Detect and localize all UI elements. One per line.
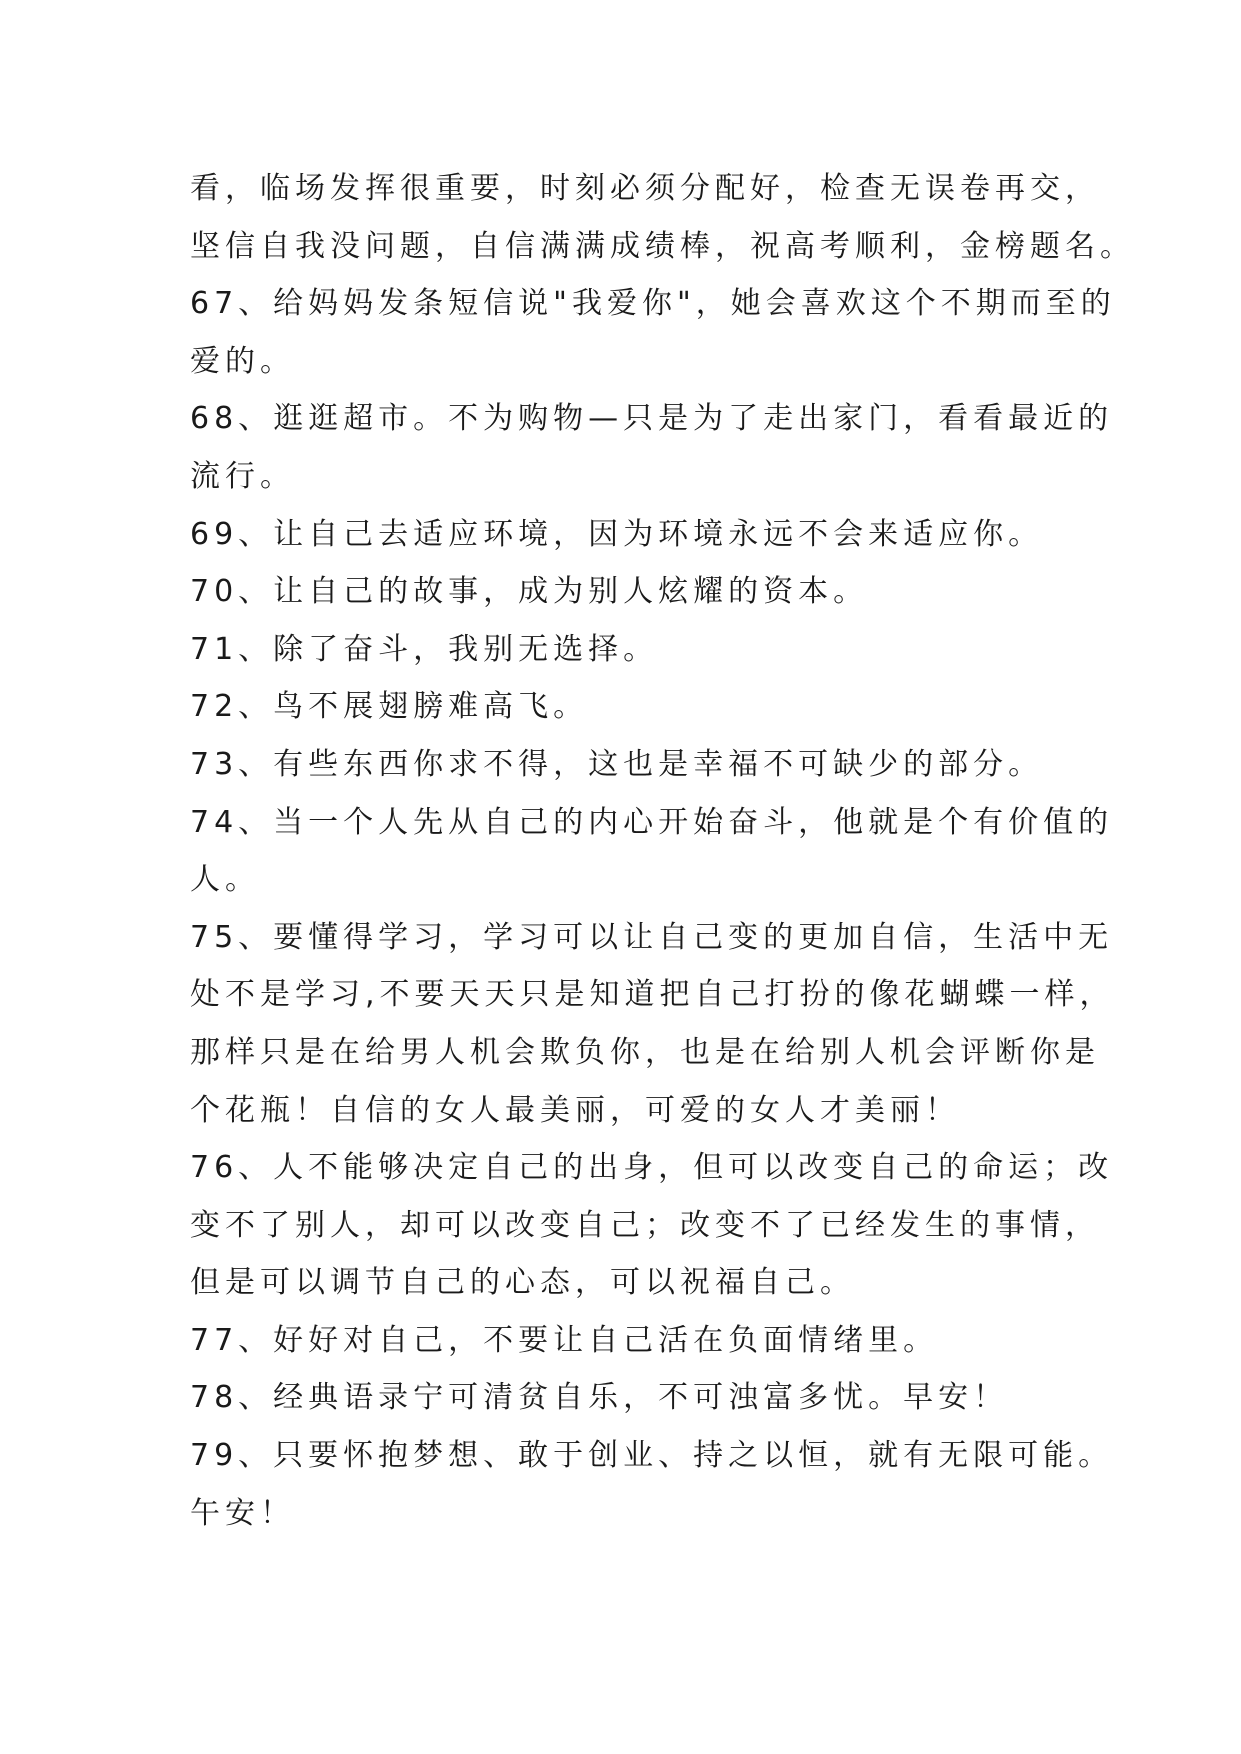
text-line: 67、给妈妈发条短信说"我爱你"，她会喜欢这个不期而至的 — [190, 286, 1116, 322]
text-line: 但是可以调节自己的心态，可以祝福自己。 — [190, 1265, 855, 1301]
text-line: 处不是学习,不要天天只是知道把自己打扮的像花蝴蝶一样， — [190, 977, 1115, 1013]
text-line: 76、人不能够决定自己的出身，但可以改变自己的命运；改 — [190, 1150, 1114, 1186]
text-line: 72、鸟不展翅膀难高飞。 — [190, 689, 589, 725]
text-line: 79、只要怀抱梦想、敢于创业、持之以恒，就有无限可能。 — [190, 1438, 1114, 1474]
text-line: 71、除了奋斗，我别无选择。 — [190, 631, 659, 667]
text-line: 爱的。 — [190, 343, 295, 379]
document-text — [190, 160, 1135, 1542]
text-line: 68、逛逛超市。不为购物—只是为了走出家门，看看最近的 — [190, 401, 1114, 437]
text-line: 74、当一个人先从自己的内心开始奋斗，他就是个有价值的 — [190, 804, 1114, 840]
text-line: 75、要懂得学习，学习可以让自己变的更加自信，生活中无 — [190, 919, 1114, 955]
text-line: 人。 — [190, 862, 260, 898]
text-line: 流行。 — [190, 458, 295, 494]
text-line: 那样只是在给男人机会欺负你，也是在给别人机会评断你是 — [190, 1034, 1100, 1070]
text-line: 78、经典语录宁可清贫自乐，不可浊富多忧。早安！ — [190, 1380, 1009, 1416]
text-line: 69、让自己去适应环境，因为环境永远不会来适应你。 — [190, 516, 1044, 552]
text-line: 看，临场发挥很重要，时刻必须分配好，检查无误卷再交， — [190, 171, 1100, 206]
text-line: 变不了别人，却可以改变自己；改变不了已经发生的事情， — [190, 1207, 1100, 1243]
text-line: 70、让自己的故事，成为别人炫耀的资本。 — [190, 574, 869, 610]
text-line: 77、好好对自己，不要让自己活在负面情绪里。 — [190, 1322, 939, 1358]
text-line: 午安！ — [190, 1495, 295, 1531]
text-line: 坚信自我没问题，自信满满成绩棒，祝高考顺利，金榜题名。 — [190, 228, 1135, 264]
text-line: 73、有些东西你求不得，这也是幸福不可缺少的部分。 — [190, 746, 1044, 782]
text-line: 个花瓶！自信的女人最美丽，可爱的女人才美丽！ — [190, 1092, 960, 1128]
